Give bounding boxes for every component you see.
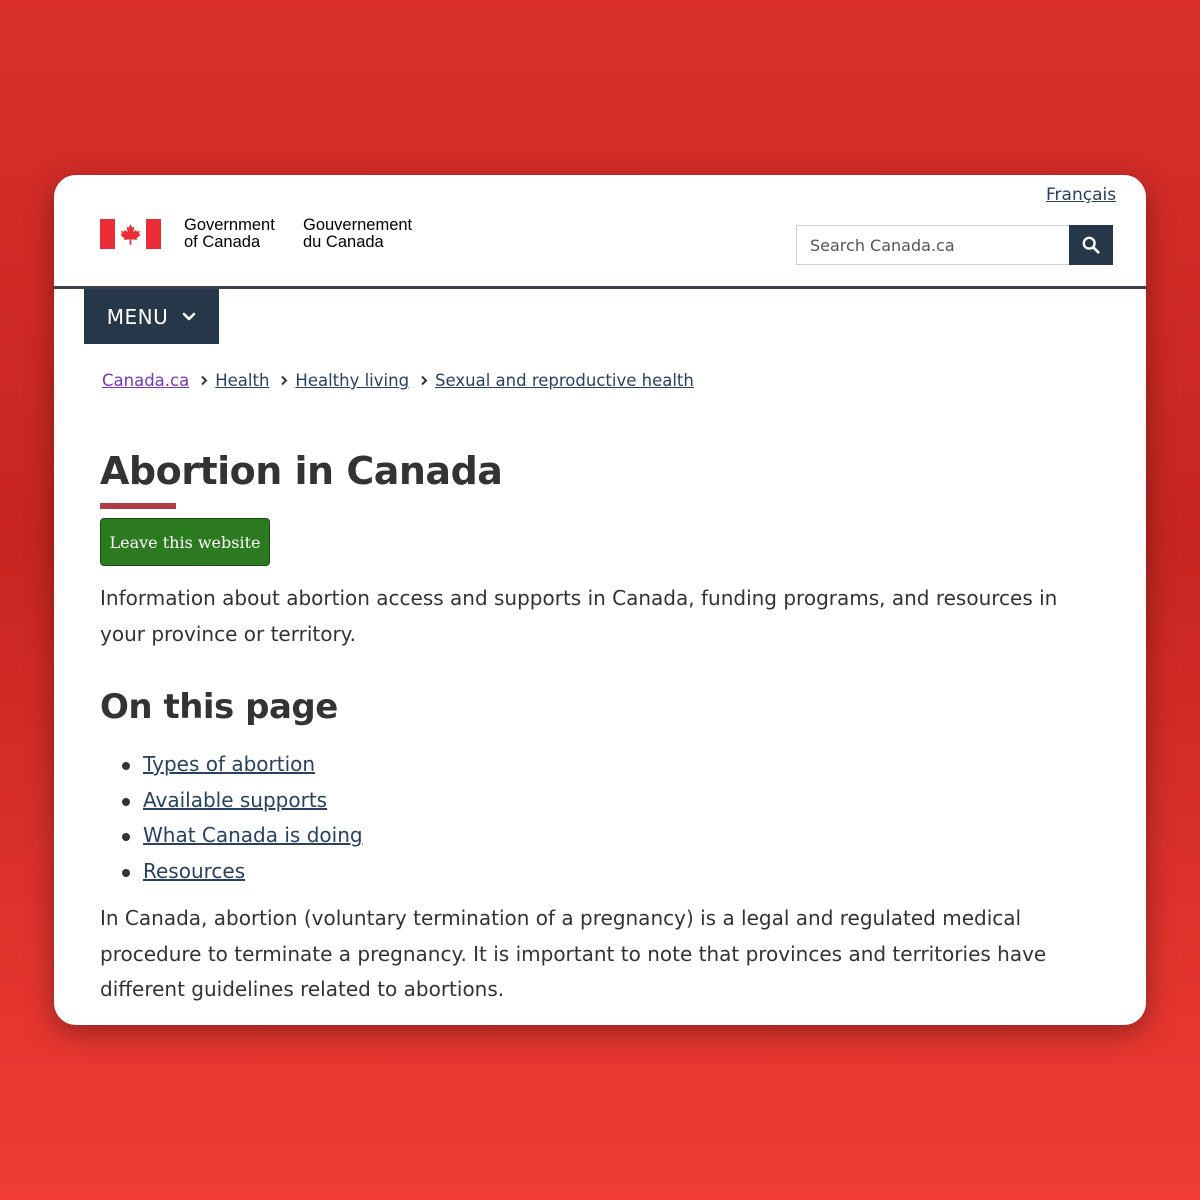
toc-link-resources[interactable]: Resources bbox=[143, 858, 246, 883]
chevron-down-icon bbox=[182, 312, 196, 322]
toc-link-what-canada-is-doing[interactable]: What Canada is doing bbox=[143, 823, 363, 848]
chevron-right-icon bbox=[280, 375, 288, 386]
chevron-right-icon bbox=[200, 375, 208, 386]
on-this-page-list bbox=[122, 747, 363, 889]
site-search bbox=[796, 225, 1113, 265]
language-toggle-link[interactable]: Français bbox=[1046, 185, 1117, 205]
search-input[interactable] bbox=[796, 225, 1069, 265]
chevron-right-icon bbox=[420, 375, 428, 386]
signature-fr-line1: Gouvernement bbox=[303, 216, 413, 234]
signature-english bbox=[184, 217, 294, 251]
on-this-page-heading: On this page bbox=[100, 687, 338, 727]
title-underline bbox=[100, 503, 176, 509]
breadcrumb bbox=[102, 371, 694, 390]
list-item bbox=[122, 818, 363, 854]
canada-flag-icon bbox=[100, 219, 161, 249]
toc-link-available-supports[interactable]: Available supports bbox=[143, 787, 328, 812]
list-item bbox=[122, 747, 363, 783]
list-item bbox=[122, 783, 363, 819]
government-signature[interactable] bbox=[100, 217, 433, 251]
leave-website-button[interactable]: Leave this website bbox=[100, 518, 270, 566]
search-button[interactable] bbox=[1069, 225, 1113, 265]
signature-fr-line2: du Canada bbox=[303, 233, 384, 251]
breadcrumb-health[interactable]: Health bbox=[215, 371, 270, 390]
signature-en-line2: of Canada bbox=[184, 233, 261, 251]
browser-page-card bbox=[54, 175, 1146, 1025]
breadcrumb-sexual-reproductive-health[interactable]: Sexual and reproductive health bbox=[435, 371, 694, 390]
menu-label: MENU bbox=[106, 304, 169, 329]
body-paragraph: In Canada, abortion (voluntary termination of a pregnancy) is a legal and regulated medical procedure to terminate a pregnancy. It is important to note that provinces and territories have different guidelines related to abortions. bbox=[100, 906, 1047, 1001]
page-title: Abortion in Canada bbox=[100, 449, 503, 493]
breadcrumb-healthy-living[interactable]: Healthy living bbox=[295, 371, 410, 390]
toc-link-types-of-abortion[interactable]: Types of abortion bbox=[143, 752, 316, 776]
signature-french bbox=[303, 217, 433, 251]
breadcrumb-canada-ca[interactable]: Canada.ca bbox=[102, 371, 190, 390]
search-icon bbox=[1082, 236, 1100, 254]
intro-paragraph: Information about abortion access and supports in Canada, funding programs, and resources in your province or territory. bbox=[100, 586, 1058, 646]
list-item bbox=[122, 854, 363, 890]
menu-button[interactable] bbox=[84, 289, 219, 344]
signature-en-line1: Government bbox=[184, 216, 275, 234]
